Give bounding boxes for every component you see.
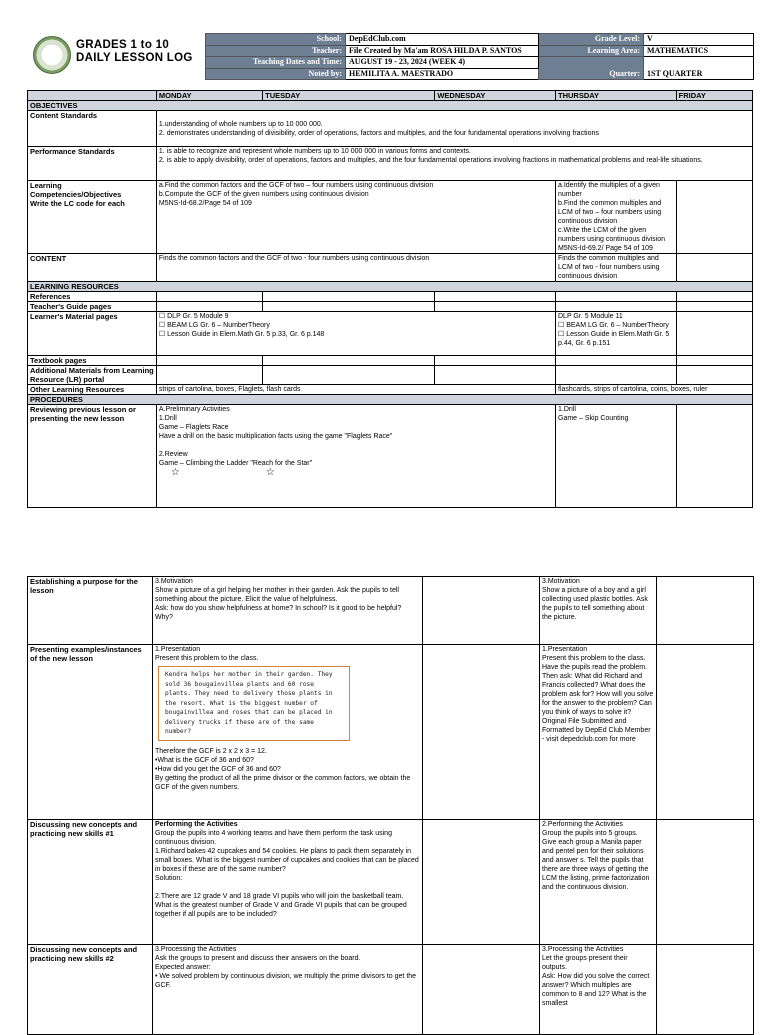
cell [423,945,540,1035]
presenting-monday-body: Therefore the GCF is 2 x 2 x 3 = 12. •What is the GCF of 36 and 60? •How did you get the GCF of 36 and 60? By getting the product of all the prime divisor or the common factors, we obtain the GCF of the given numbers. [155,747,411,791]
day-friday: FRIDAY [676,91,752,101]
noted-value: HEMILITA A. MAESTRADO [346,68,539,80]
other-resources-monday: strips of cartolina, boxes, Flaglets, flash cards [156,385,555,395]
lm-pages-label: Learner's Material pages [28,312,157,356]
content-monday: Finds the common factors and the GCF of two - four numbers using continuous division [156,254,555,282]
reviewing-friday [676,405,752,508]
noted-label: Noted by: [206,68,346,80]
presenting-examples-label: Presenting examples/instances of the new lesson [28,645,153,820]
cell [263,366,435,385]
cell [657,820,754,945]
establishing-purpose-label: Establishing a purpose for the lesson [28,577,153,645]
title-line-2: DAILY LESSON LOG [76,52,193,64]
problem-box: Kendra helps her mother in their garden. They sold 36 bougainvillea plants and 60 rose plants. They need to delivery those plants in the resort. What is the biggest number of bougainvillea and roses that can be placed in delivery trucks if these are of the same number? [158,666,350,741]
dates-value: AUGUST 19 - 23, 2024 (WEEK 4) [346,57,539,69]
content-standards-text: 1.understanding of whole numbers up to 10 000 000. 2. demonstrates understanding of divisibility, order of operations, factors and multiples, and the four fundamental operations involving fractions [156,111,752,147]
cell [435,356,556,366]
discussing-1-monday-text: Group the pupils into 4 working teams and have them perform the task using continuous division. 1.Richard bakes 42 cupcakes and 54 cookies. He plans to pack them separately in small boxes. What is the biggest number of cupcakes and cookies that can be placed in boxes if these are of the same number? Solution: 2.There are 12 grade V and 18 grade VI pupils who will join the basketball team. What is the greatest number of Grade V and Grade VI pupils that can be grouped together if all pupils are to be included? [155,830,419,918]
school-label: School: [206,34,346,46]
establishing-monday: 3.Motivation Show a picture of a girl helping her mother in their garden. Ask the pupils to tell something about the picture. Elicit the value of helpfulness. Ask: how do you show helpfulness at home? In school? Is it good to be helpful? Why? [153,577,423,645]
discussing-1-label: Discussing new concepts and practicing new skills #1 [28,820,153,945]
discussing-1-monday [153,820,423,945]
content-label: CONTENT [28,254,157,282]
establishing-thursday: 3.Motivation Show a picture of a boy and a girl collecting used plastic bottles. Ask the pupils to tell something about the picture. [540,577,657,645]
content-thursday: Finds the common multiples and LCM of two - four numbers using continuous division [556,254,677,282]
cell [676,302,752,312]
cell [156,302,262,312]
corner-cell [28,91,157,101]
cell [435,292,556,302]
cell [657,945,754,1035]
presenting-monday-intro: 1.Presentation Present this problem to the class. [155,646,259,662]
dates-label: Teaching Dates and Time: [206,57,346,69]
cell [263,302,435,312]
deped-seal-logo [33,36,71,74]
day-tuesday: TUESDAY [263,91,435,101]
cell [556,302,677,312]
cell [676,366,752,385]
discussing-2-label: Discussing new concepts and practicing new skills #2 [28,945,153,1035]
learning-area-label: Learning Area: [539,45,644,57]
lm-monday: ☐ DLP Gr. 5 Module 9 ☐ BEAM LG Gr. 6 – NumberTheory ☐ Lesson Guide in Elem.Math Gr. 5 p.33, Gr. 6 p.148 [156,312,555,356]
cell [676,356,752,366]
textbook-label: Textbook pages [28,356,157,366]
cell [263,292,435,302]
reviewing-monday-text: A.Preliminary Activities 1.Drill Game – Flaglets Race Have a drill on the basic multiplication facts using the game "Flaglets Race" 2.Review Game – Climbing the Ladder "Reach for the Star" [158,406,393,467]
tg-pages-label: Teacher's Guide pages [28,302,157,312]
learning-competencies-label: Learning Competencies/Objectives Write the LC code for each [28,181,157,254]
cell [657,577,754,645]
cell [556,366,677,385]
header-info-table [205,33,754,80]
star-icon: ☆ [265,467,275,478]
other-resources-label: Other Learning Resources [28,385,157,395]
discussing-2-monday: 3.Processing the Activities Ask the groups to present and discuss their answers on the board. Expected answer: • We solved problem by continuous division, we multiply the prime divisors to get the GCF. [153,945,423,1035]
cell [423,645,540,820]
cell [435,302,556,312]
school-value: DepEdClub.com [346,34,539,46]
reviewing-thursday: 1.Drill Game – Skip Counting [556,405,677,508]
day-monday: MONDAY [156,91,262,101]
cell [156,292,262,302]
lc-monday: a.Find the common factors and the GCF of two – four numbers using continuous division b.Compute the GCF of the given numbers using continuous division M5NS-Id-68.2/Page 54 of 109 [156,181,555,254]
quarter-value: 1ST QUARTER [644,57,754,80]
learning-resources-heading: LEARNING RESOURCES [28,282,753,292]
content-friday [676,254,752,282]
teacher-label: Teacher: [206,45,346,57]
day-wednesday: WEDNESDAY [435,91,556,101]
lm-friday [676,312,752,356]
learning-area-value: MATHEMATICS [644,45,754,57]
cell [156,356,262,366]
reviewing-monday [156,405,555,508]
discussing-2-thursday: 3.Processing the Activities Let the groups present their outputs. Ask: How did you solve the correct answer? Which multiples are common to 8 and 12? What is the smallest [540,945,657,1035]
lesson-log-table-page-2 [27,576,754,1035]
cell [435,366,556,385]
cell [156,366,262,385]
additional-materials-label: Additional Materials from Learning Resource (LR) portal [28,366,157,385]
star-icon: ☆ [170,467,180,478]
day-thursday: THURSDAY [556,91,677,101]
references-label: References [28,292,157,302]
grade-value: V [644,34,754,46]
cell [423,820,540,945]
procedures-heading: PROCEDURES [28,395,753,405]
lc-friday [676,181,752,254]
performing-activities-title: Performing the Activities [155,821,238,828]
other-resources-thursday: flashcards, strips of cartolina, coins, boxes, ruler [556,385,753,395]
presenting-thursday: 1.Presentation Present this problem to the class. Have the pupils read the problem. Then ask: What did Richard and Francis collected? What does the problem ask for? How will you solve for the answer to the problem? Can you think of ways to solve it? Original File Submitted and Formatted by DepEd Club Member - visit depedclub.com for more [540,645,657,820]
form-title [76,39,193,65]
lc-thursday: a.Identify the multiples of a given number b.Find the common multiples and LCM of two – four numbers using continuous division c.Write the LCM of the given numbers using continuous division M5NS-Id-69.2/ Page 54 of 109 [556,181,677,254]
cell [676,292,752,302]
lesson-log-table [27,90,753,508]
teacher-value: File Created by Ma'am ROSA HILDA P. SANTOS [346,45,539,57]
content-standards-label: Content Standards [28,111,157,147]
presenting-monday [153,645,423,820]
performance-standards-label: Performance Standards [28,147,157,181]
cell [423,577,540,645]
lm-thursday: DLP Gr. 5 Module 11 ☐ BEAM LG Gr. 6 – NumberTheory ☐ Lesson Guide in Elem.Math Gr. 5 p.44, Gr. 6 p.151 [556,312,677,356]
cell [556,356,677,366]
title-line-1: GRADES 1 to 10 [76,39,170,51]
grade-label: Grade Level: [539,34,644,46]
objectives-heading: OBJECTIVES [28,101,753,111]
reviewing-label: Reviewing previous lesson or presenting the new lesson [28,405,157,508]
cell [263,356,435,366]
cell [556,292,677,302]
discussing-1-thursday: 2.Performing the Activities Group the pupils into 5 groups. Give each group a Manila paper and pentel pen for their solutions and answer s. Tell the pupils that there are three ways of getting the LCM the listing, prime factorization and the continuous division. [540,820,657,945]
cell [657,645,754,820]
quarter-label: Quarter: [539,57,644,80]
performance-standards-text: 1. is able to recognize and represent whole numbers up to 10 000 000 in various forms and contexts. 2. is able to apply divisibility, order of operations, factors and multiples, and the four fundamental operations involving fractions in mathematical problems and real-life situations. [156,147,752,181]
stars [159,468,553,478]
